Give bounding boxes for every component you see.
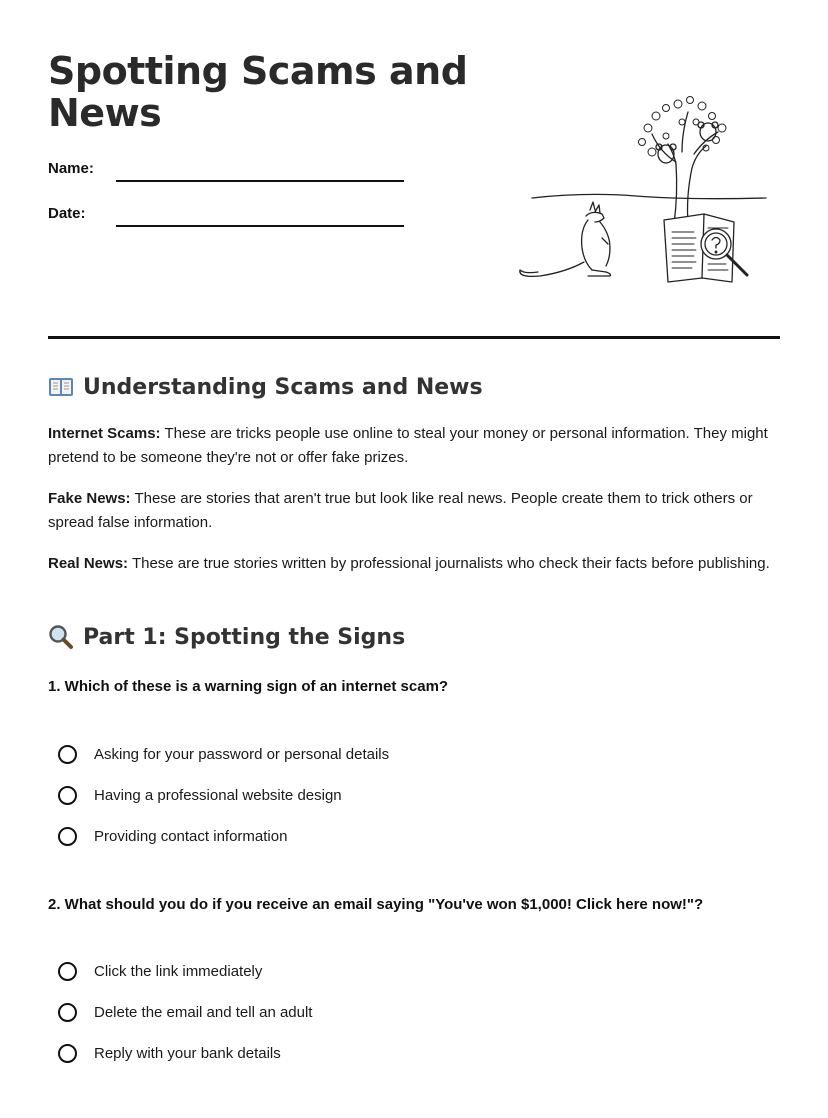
section-heading-text: Understanding Scams and News [83,374,483,400]
radio-button[interactable] [58,786,77,805]
date-write-line [116,225,404,227]
name-write-line [116,180,404,182]
definition-fake-news [48,487,778,535]
definition-text: These are true stories written by professional journalists who check their facts before publishing. [128,555,770,572]
definition-term: Fake News: [48,490,131,507]
date-label: Date: [48,205,86,222]
gum-tree-drawing [639,97,727,225]
definition-text: These are tricks people use online to steal your money or personal information. They might pretend to be someone they're not or offer fake prizes. [48,425,768,466]
name-label: Name: [48,160,94,177]
definition-real-news [48,552,778,576]
option-label: Asking for your password or personal details [94,745,390,763]
radio-button[interactable] [58,827,77,846]
kangaroo-koala-newspaper-illustration [516,92,772,292]
definition-internet-scams [48,422,778,470]
kangaroo-drawing [520,202,611,276]
option-label: Providing contact information [94,827,288,845]
header-divider [48,336,780,339]
worksheet-page [48,0,780,1118]
section-heading-understanding [48,374,483,400]
question-2-prompt: 2. What should you do if you receive an email saying "You've won $1,000! Click here now!"? [48,896,704,913]
name-field [48,160,408,186]
radio-button[interactable] [58,962,77,981]
question-2-option-c[interactable] [58,1040,281,1066]
newspaper-drawing [664,214,747,282]
question-1-option-c[interactable] [58,823,287,849]
option-label: Having a professional website design [94,786,342,804]
question-1-prompt: 1. Which of these is a warning sign of an internet scam? [48,678,449,695]
open-book-icon [48,374,74,400]
question-1-option-a[interactable] [58,741,389,767]
date-field [48,205,408,231]
section-heading-part1 [48,624,405,650]
question-2-option-b[interactable] [58,999,312,1025]
option-label: Click the link immediately [94,962,263,980]
radio-button[interactable] [58,1044,77,1063]
option-label: Delete the email and tell an adult [94,1003,313,1021]
definition-text: These are stories that aren't true but look like real news. People create them to trick others or spread false information. [48,490,753,531]
magnifying-glass-icon [48,624,74,650]
question-1-option-b[interactable] [58,782,342,808]
page-title: Spotting Scams and News [48,49,468,135]
definition-term: Internet Scams: [48,425,161,442]
question-2-option-a[interactable] [58,958,262,984]
definition-term: Real News: [48,555,129,572]
section-heading-text: Part 1: Spotting the Signs [83,624,406,650]
option-label: Reply with your bank details [94,1044,281,1062]
radio-button[interactable] [58,745,77,764]
radio-button[interactable] [58,1003,77,1022]
